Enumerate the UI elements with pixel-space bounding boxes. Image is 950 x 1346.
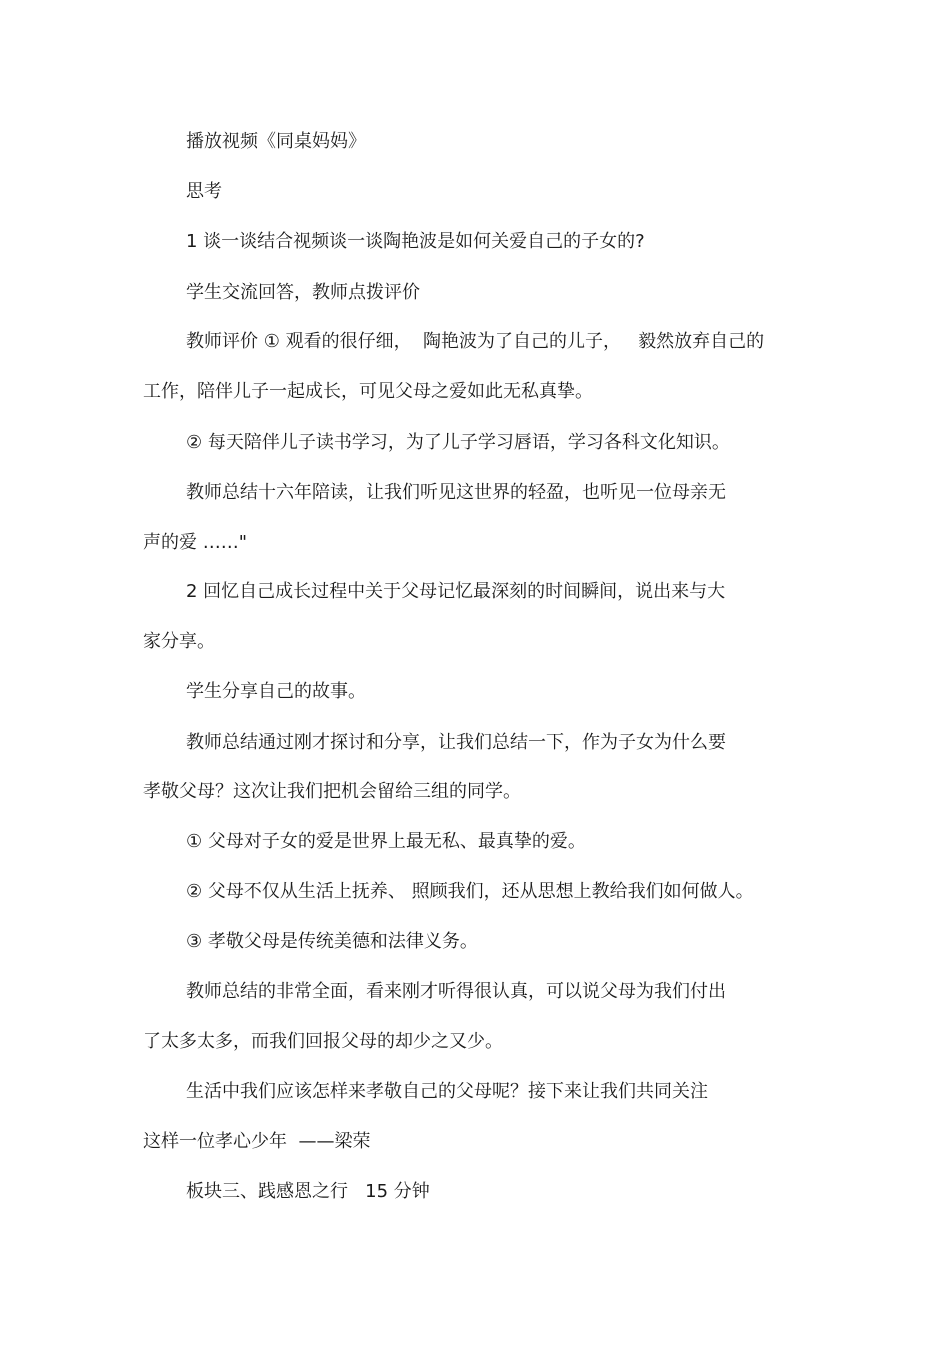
text-line: ② 父母不仅从生活上抚养、 照顾我们，还从思想上教给我们如何做人。 (186, 881, 754, 902)
text-line: 了太多太多，而我们回报父母的却少之又少。 (143, 1031, 503, 1052)
text-line: ① 父母对子女的爱是世界上最无私、最真挚的爱。 (186, 831, 586, 852)
text-line: 声的爱 ……" (143, 532, 248, 553)
text-line: 2 回忆自己成长过程中关于父母记忆最深刻的时间瞬间，说出来与大 (186, 581, 726, 602)
text-line: 家分享。 (143, 631, 215, 652)
text-line: 这样一位孝心少年 ——梁荣 (143, 1131, 371, 1152)
text-line: 工作，陪伴儿子一起成长，可见父母之爱如此无私真挚。 (143, 381, 593, 402)
text-line: 学生交流回答，教师点拨评价 (186, 282, 420, 303)
text-line: 1 谈一谈结合视频谈一谈陶艳波是如何关爱自己的子女的? (186, 231, 645, 252)
text-line: ② 每天陪伴儿子读书学习，为了儿子学习唇语，学习各科文化知识。 (186, 432, 730, 453)
text-line: 教师评价 ① 观看的很仔细， 陶艳波为了自己的儿子， 毅然放弃自己的 (186, 331, 765, 352)
section-heading: 板块三、践感恩之行 15 分钟 (186, 1181, 430, 1202)
text-line: 播放视频《同桌妈妈》 (186, 131, 366, 152)
text-line: 教师总结通过刚才探讨和分享，让我们总结一下，作为子女为什么要 (186, 732, 726, 753)
text-line: 教师总结十六年陪读，让我们听见这世界的轻盈，也听见一位母亲无 (186, 482, 726, 503)
text-line: 生活中我们应该怎样来孝敬自己的父母呢？接下来让我们共同关注 (186, 1081, 708, 1102)
text-line: 学生分享自己的故事。 (186, 681, 366, 702)
text-line: 孝敬父母？这次让我们把机会留给三组的同学。 (143, 781, 521, 802)
text-line: 教师总结的非常全面，看来刚才听得很认真，可以说父母为我们付出 (186, 981, 726, 1002)
text-line: 思考 (186, 181, 222, 202)
text-line: ③ 孝敬父母是传统美德和法律义务。 (186, 931, 478, 952)
